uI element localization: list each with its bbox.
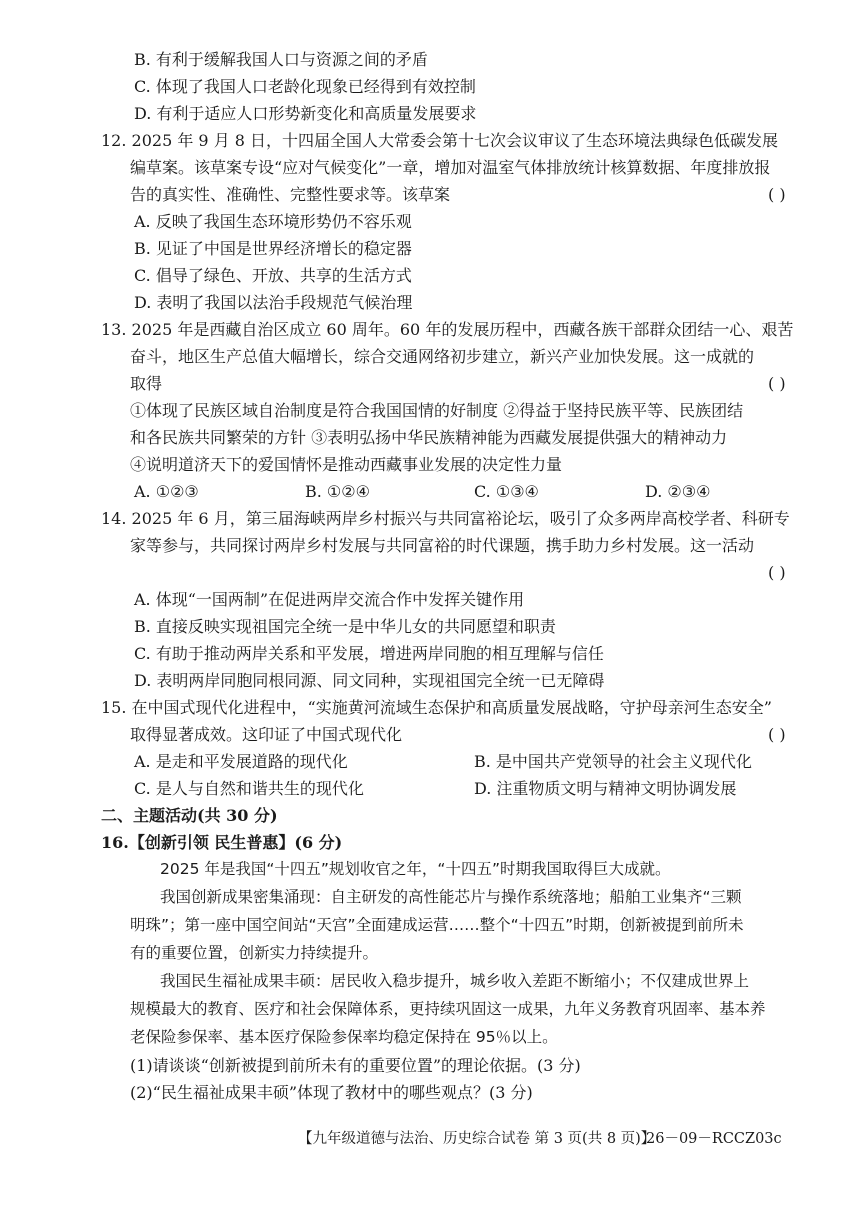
q13-option-b: B. ①②④: [305, 482, 370, 501]
q16-question-2: (2)“民生福祉成果丰硕”体现了教材中的哪些观点？(3 分): [130, 1083, 533, 1102]
footer-code: 26－09－RCCZ03c: [646, 1131, 782, 1147]
q16-question-1: (1)请谈谈“创新被提到前所未有的重要位置”的理论依据。(3 分): [130, 1056, 581, 1075]
footer-exam-info: 【九年级道德与法治、历史综合试卷 第 3 页(共 8 页)】: [298, 1131, 656, 1147]
q12-stem-line: 12. 2025 年 9 月 8 日，十四届全国人大常委会第十七次会议审议了生态环境法典绿色低碳发展: [101, 131, 779, 150]
q12-answer-bracket: ( ): [768, 185, 786, 204]
q11-option-b: B. 有利于缓解我国人口与资源之间的矛盾: [134, 50, 428, 69]
q14-option-d: D. 表明两岸同胞同根同源、同文同种，实现祖国完全统一已无障碍: [134, 671, 605, 690]
q12-option-b: B. 见证了中国是世界经济增长的稳定器: [134, 239, 412, 258]
q11-option-d: D. 有利于适应人口形势新变化和高质量发展要求: [134, 104, 477, 123]
q11-option-c: C. 体现了我国人口老龄化现象已经得到有效控制: [134, 77, 476, 96]
q14-option-b: B. 直接反映实现祖国完全统一是中华儿女的共同愿望和职责: [134, 617, 556, 636]
q13-option-a: A. ①②③: [134, 482, 199, 501]
q13-option-c: C. ①③④: [474, 482, 539, 501]
q13-statement-line: ①体现了民族区域自治制度是符合我国国情的好制度 ②得益于坚持民族平等、民族团结: [130, 401, 744, 420]
q13-statement-line: 和各民族共同繁荣的方针 ③表明弘扬中华民族精神能为西藏发展提供强大的精神动力: [130, 428, 728, 447]
q16-material-line: 老保险参保率、基本医疗保险参保率均稳定保持在 95％以上。: [130, 1028, 558, 1046]
q16-material-line: 2025 年是我国“十四五”规划收官之年，“十四五”时期我国取得巨大成就。: [160, 860, 671, 878]
q14-stem-line: 14. 2025 年 6 月，第三届海峡两岸乡村振兴与共同富裕论坛，吸引了众多两岸高校学者、科研专: [101, 509, 790, 528]
q14-option-c: C. 有助于推动两岸关系和平发展，增进两岸同胞的相互理解与信任: [134, 644, 604, 663]
q13-statement-line: ④说明道济天下的爱国情怀是推动西藏事业发展的决定性力量: [130, 455, 563, 474]
q15-option-c: C. 是人与自然和谐共生的现代化: [134, 779, 364, 798]
q15-stem-line: 15. 在中国式现代化进程中，“实施黄河流域生态保护和高质量发展战略，守护母亲河生态安全”: [101, 698, 772, 717]
q16-title: 16.【创新引领 民生普惠】(6 分): [101, 833, 343, 852]
q12-stem-line: 编草案。该草案专设“应对气候变化”一章，增加对温室气体排放统计核算数据、年度排放报: [130, 158, 771, 177]
q16-material-line: 有的重要位置，创新实力持续提升。: [130, 944, 379, 962]
q16-material-line: 我国民生福祉成果丰硕：居民收入稳步提升，城乡收入差距不断缩小；不仅建成世界上: [160, 972, 750, 990]
q14-answer-bracket: ( ): [768, 563, 786, 582]
q13-stem-line: 13. 2025 年是西藏自治区成立 60 周年。60 年的发展历程中，西藏各族干部群众团结一心、艰苦: [101, 320, 794, 339]
q13-stem-line: 取得: [130, 374, 163, 393]
q13-option-d: D. ②③④: [645, 482, 711, 501]
q15-option-b: B. 是中国共产党领导的社会主义现代化: [474, 752, 752, 771]
q14-stem-line: 家等参与，共同探讨两岸乡村发展与共同富裕的时代课题，携手助力乡村发展。这一活动: [130, 536, 755, 555]
q12-stem-line: 告的真实性、准确性、完整性要求等。该草案: [130, 185, 451, 204]
q15-option-d: D. 注重物质文明与精神文明协调发展: [474, 779, 737, 798]
section-2-heading: 二、主题活动(共 30 分): [101, 806, 278, 825]
q15-option-a: A. 是走和平发展道路的现代化: [134, 752, 348, 771]
q15-stem-line: 取得显著成效。这印证了中国式现代化: [130, 725, 403, 744]
q13-stem-line: 奋斗，地区生产总值大幅增长，综合交通网络初步建立，新兴产业加快发展。这一成就的: [130, 347, 755, 366]
q14-option-a: A. 体现“一国两制”在促进两岸交流合作中发挥关键作用: [134, 590, 525, 609]
q16-material-line: 我国创新成果密集涌现：自主研发的高性能芯片与操作系统落地；船舶工业集齐“三颗: [160, 888, 742, 906]
q15-answer-bracket: ( ): [768, 725, 786, 744]
q16-material-line: 明珠”；第一座中国空间站“天宫”全面建成运营……整个“十四五”时期，创新被提到前所未: [130, 916, 744, 934]
q12-option-a: A. 反映了我国生态环境形势仍不容乐观: [134, 212, 412, 231]
q16-material-line: 规模最大的教育、医疗和社会保障体系，更持续巩固这一成果，九年义务教育巩固率、基本养: [130, 1000, 766, 1018]
q13-answer-bracket: ( ): [768, 374, 786, 393]
q12-option-c: C. 倡导了绿色、开放、共享的生活方式: [134, 266, 412, 285]
q12-option-d: D. 表明了我国以法治手段规范气候治理: [134, 293, 413, 312]
